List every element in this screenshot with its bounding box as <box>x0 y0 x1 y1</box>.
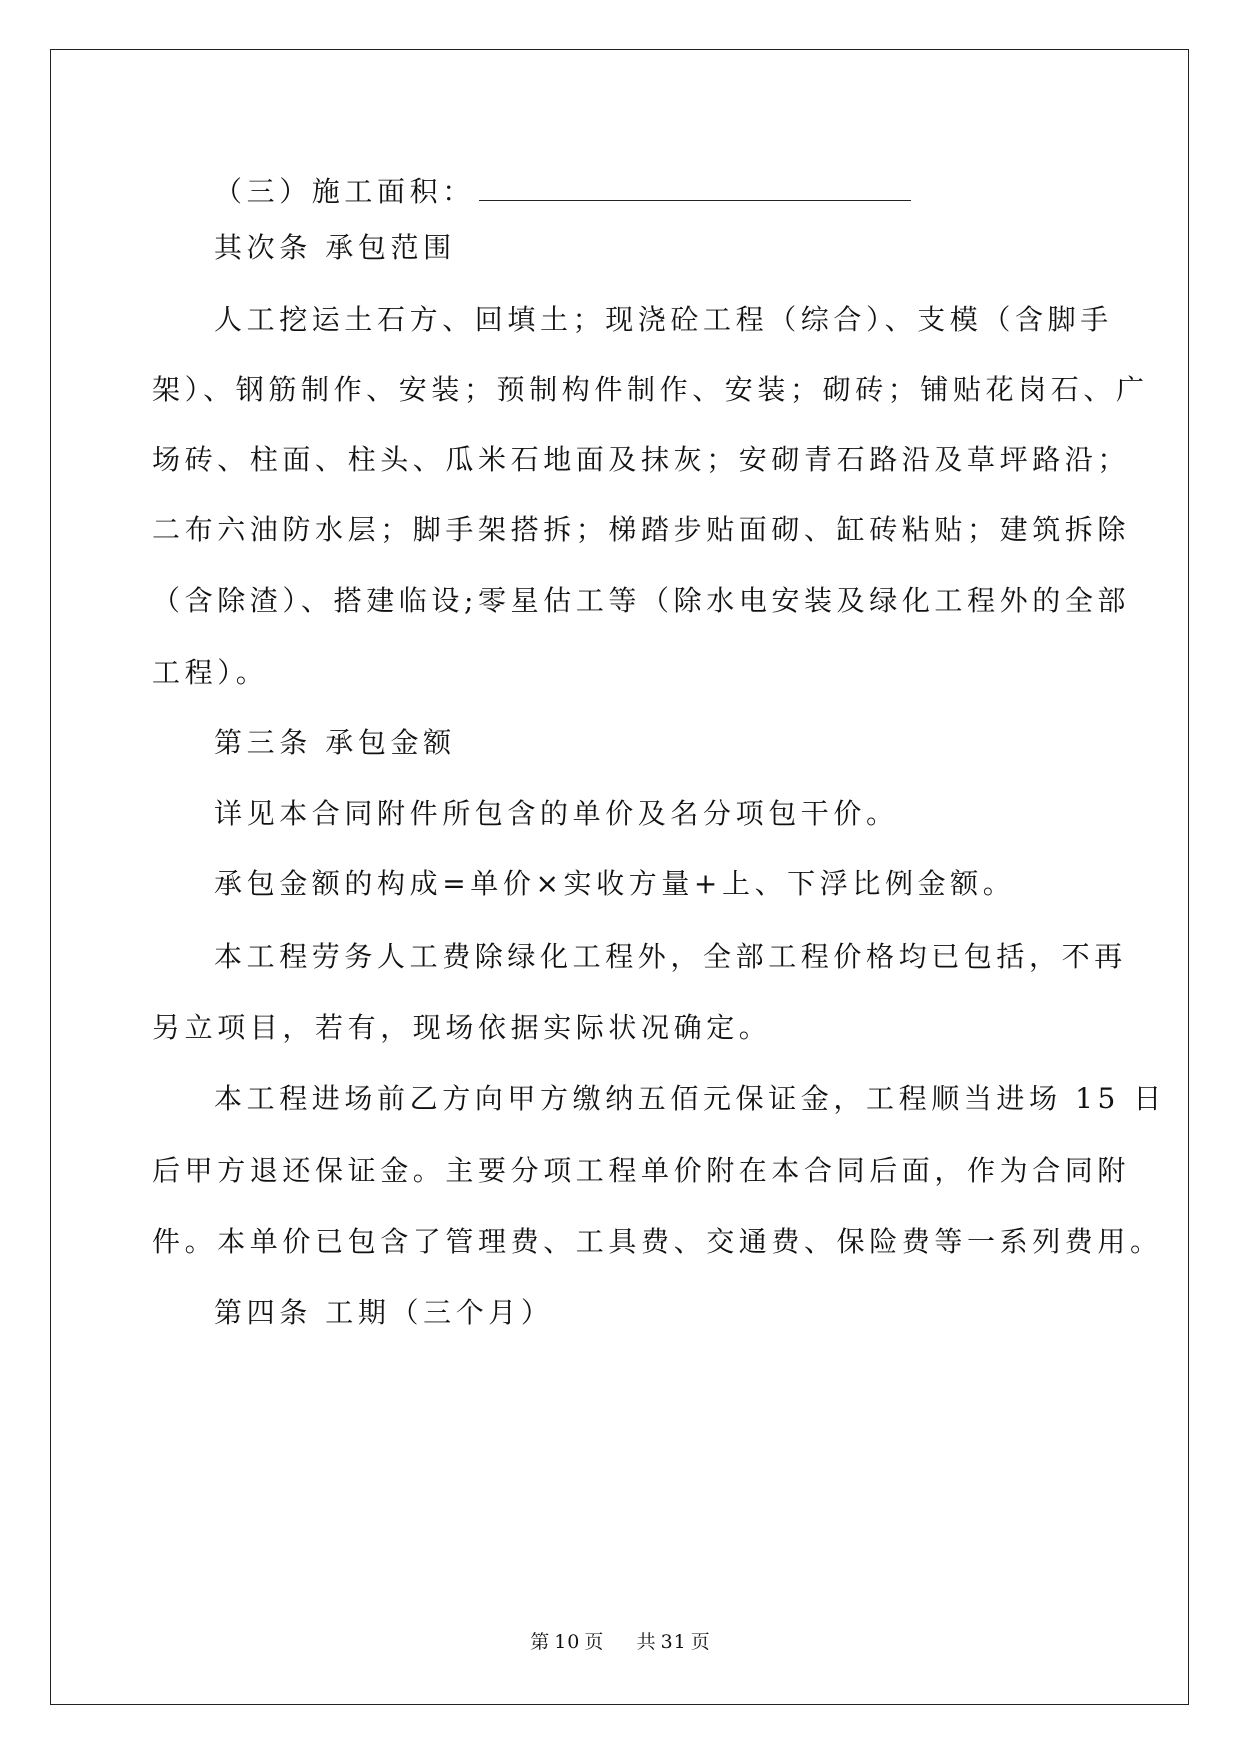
paragraph-construction-area <box>214 172 911 212</box>
page-footer <box>0 1627 1241 1654</box>
paragraph-line: （含除渣）、搭建临设;零星估工等（除水电安装及绿化工程外的全部 <box>152 584 1131 617</box>
paragraph-line: 场砖、柱面、柱头、瓜米石地面及抹灰；安砌青石路沿及草坪路沿； <box>152 443 1131 476</box>
paragraph-line: 工程）。 <box>152 656 269 689</box>
paragraph-line: 人工挖运土石方、回填土；现浇砼工程（综合）、支模（含脚手 <box>214 303 1113 336</box>
construction-area-label: （三）施工面积： <box>214 175 475 208</box>
heading-article-2: 其次条 承包范围 <box>214 231 456 264</box>
total-label-prefix: 共 <box>636 1631 657 1653</box>
paragraph-line: 另立项目，若有，现场依据实际状况确定。 <box>152 1011 772 1044</box>
page-label-prefix: 第 <box>530 1631 551 1653</box>
paragraph-line: 件。本单价已包含了管理费、工具费、交通费、保险费等一系列费用。 <box>152 1225 1163 1258</box>
construction-area-blank <box>479 172 911 201</box>
paragraph-line: 架）、钢筋制作、安装；预制构件制作、安装；砌砖；铺贴花岗石、广 <box>152 373 1149 406</box>
page-label-suffix: 页 <box>584 1631 605 1653</box>
paragraph-line: 本工程进场前乙方向甲方缴纳五佰元保证金，工程顺当进场 15 日 <box>214 1082 1167 1115</box>
paragraph-line: 承包金额的构成=单价×实收方量+上、下浮比例金额。 <box>214 867 1016 900</box>
paragraph-line: 详见本合同附件所包含的单价及名分项包干价。 <box>214 797 899 830</box>
current-page-number: 10 <box>554 1631 581 1653</box>
heading-article-3: 第三条 承包金额 <box>214 726 456 759</box>
total-pages-number: 31 <box>660 1631 687 1653</box>
heading-article-4: 第四条 工期（三个月） <box>214 1296 554 1329</box>
paragraph-line: 本工程劳务人工费除绿化工程外，全部工程价格均已包括，不再 <box>214 940 1127 973</box>
total-label-suffix: 页 <box>690 1631 711 1653</box>
paragraph-line: 后甲方退还保证金。主要分项工程单价附在本合同后面，作为合同附 <box>152 1154 1131 1187</box>
paragraph-line: 二布六油防水层；脚手架搭拆；梯踏步贴面砌、缸砖粘贴；建筑拆除 <box>152 513 1131 546</box>
